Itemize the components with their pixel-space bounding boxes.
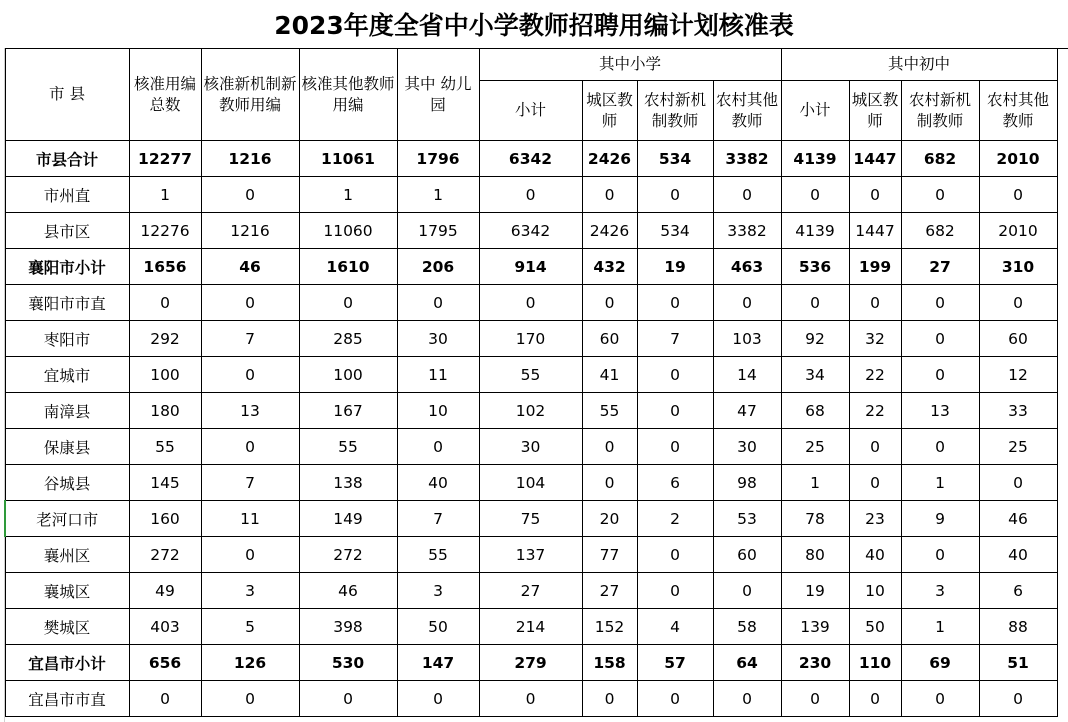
data-cell[interactable]: 22 bbox=[849, 393, 901, 429]
data-cell[interactable]: 0 bbox=[397, 285, 479, 321]
data-cell[interactable]: 656 bbox=[129, 645, 201, 681]
table-body bbox=[5, 141, 1057, 717]
data-cell[interactable]: 137 bbox=[479, 537, 582, 573]
data-cell[interactable]: 27 bbox=[479, 573, 582, 609]
data-cell[interactable]: 7 bbox=[201, 465, 299, 501]
data-cell[interactable]: 0 bbox=[201, 357, 299, 393]
data-table bbox=[4, 48, 1058, 717]
data-cell[interactable]: 3382 bbox=[713, 213, 781, 249]
table-row bbox=[5, 357, 1057, 393]
data-cell[interactable]: 10 bbox=[849, 573, 901, 609]
data-cell[interactable]: 0 bbox=[637, 285, 713, 321]
data-cell[interactable]: 103 bbox=[713, 321, 781, 357]
data-cell[interactable]: 0 bbox=[582, 285, 637, 321]
header-kindergarten[interactable]: 其中 幼儿园 bbox=[397, 49, 479, 141]
data-cell[interactable]: 1216 bbox=[201, 141, 299, 177]
data-cell[interactable]: 0 bbox=[901, 321, 979, 357]
data-cell[interactable]: 20 bbox=[582, 501, 637, 537]
data-cell[interactable]: 51 bbox=[979, 645, 1057, 681]
data-cell[interactable]: 46 bbox=[201, 249, 299, 285]
data-cell[interactable]: 58 bbox=[713, 609, 781, 645]
data-cell[interactable]: 152 bbox=[582, 609, 637, 645]
table-row bbox=[5, 465, 1057, 501]
data-cell[interactable]: 69 bbox=[901, 645, 979, 681]
data-cell[interactable]: 0 bbox=[713, 285, 781, 321]
data-cell[interactable]: 279 bbox=[479, 645, 582, 681]
data-cell[interactable]: 34 bbox=[781, 357, 849, 393]
data-cell[interactable]: 55 bbox=[129, 429, 201, 465]
row-name-cell[interactable]: 县市区 bbox=[5, 213, 129, 249]
data-cell[interactable]: 14 bbox=[713, 357, 781, 393]
data-cell[interactable]: 0 bbox=[781, 177, 849, 213]
row-name-cell[interactable]: 保康县 bbox=[5, 429, 129, 465]
data-cell[interactable]: 170 bbox=[479, 321, 582, 357]
table-row bbox=[5, 645, 1057, 681]
data-cell[interactable]: 40 bbox=[849, 537, 901, 573]
row-name-cell[interactable]: 宜昌市市直 bbox=[5, 681, 129, 717]
data-cell[interactable]: 23 bbox=[849, 501, 901, 537]
data-cell[interactable]: 0 bbox=[582, 681, 637, 717]
data-cell[interactable]: 0 bbox=[901, 285, 979, 321]
data-cell[interactable]: 1656 bbox=[129, 249, 201, 285]
data-cell[interactable]: 50 bbox=[397, 609, 479, 645]
data-cell[interactable]: 6342 bbox=[479, 213, 582, 249]
data-cell[interactable]: 139 bbox=[781, 609, 849, 645]
data-cell[interactable]: 0 bbox=[637, 681, 713, 717]
data-cell[interactable]: 0 bbox=[582, 465, 637, 501]
data-cell[interactable]: 536 bbox=[781, 249, 849, 285]
data-cell[interactable]: 88 bbox=[979, 609, 1057, 645]
data-cell[interactable]: 30 bbox=[479, 429, 582, 465]
data-cell[interactable]: 80 bbox=[781, 537, 849, 573]
data-cell[interactable]: 11060 bbox=[299, 213, 397, 249]
data-cell[interactable]: 11061 bbox=[299, 141, 397, 177]
data-cell[interactable]: 0 bbox=[479, 285, 582, 321]
data-cell[interactable]: 2010 bbox=[979, 213, 1057, 249]
data-cell[interactable]: 126 bbox=[201, 645, 299, 681]
data-cell[interactable]: 0 bbox=[849, 429, 901, 465]
data-cell[interactable]: 27 bbox=[901, 249, 979, 285]
data-cell[interactable]: 4139 bbox=[781, 213, 849, 249]
data-cell[interactable]: 0 bbox=[713, 573, 781, 609]
data-cell[interactable]: 0 bbox=[979, 465, 1057, 501]
data-cell[interactable]: 0 bbox=[201, 177, 299, 213]
data-cell[interactable]: 160 bbox=[129, 501, 201, 537]
data-cell[interactable]: 11 bbox=[201, 501, 299, 537]
header-primary-group[interactable]: 其中小学 bbox=[479, 49, 781, 81]
data-cell[interactable]: 0 bbox=[637, 393, 713, 429]
data-cell[interactable]: 432 bbox=[582, 249, 637, 285]
data-cell[interactable]: 1610 bbox=[299, 249, 397, 285]
table-row bbox=[5, 393, 1057, 429]
data-cell[interactable]: 0 bbox=[901, 357, 979, 393]
data-cell[interactable]: 914 bbox=[479, 249, 582, 285]
data-cell[interactable]: 0 bbox=[129, 285, 201, 321]
data-cell[interactable]: 0 bbox=[582, 429, 637, 465]
data-cell[interactable]: 53 bbox=[713, 501, 781, 537]
data-cell[interactable]: 0 bbox=[299, 681, 397, 717]
data-cell[interactable]: 0 bbox=[201, 429, 299, 465]
data-cell[interactable]: 138 bbox=[299, 465, 397, 501]
data-cell[interactable]: 0 bbox=[979, 285, 1057, 321]
row-name-cell[interactable]: 樊城区 bbox=[5, 609, 129, 645]
header-primary-urban[interactable]: 城区教师 bbox=[582, 81, 637, 141]
row-name-cell[interactable]: 宜城市 bbox=[5, 357, 129, 393]
data-cell[interactable]: 55 bbox=[299, 429, 397, 465]
data-cell[interactable]: 1447 bbox=[849, 141, 901, 177]
row-name-cell[interactable]: 襄阳市市直 bbox=[5, 285, 129, 321]
data-cell[interactable]: 1 bbox=[781, 465, 849, 501]
data-cell[interactable]: 0 bbox=[201, 681, 299, 717]
data-cell[interactable]: 102 bbox=[479, 393, 582, 429]
data-cell[interactable]: 64 bbox=[713, 645, 781, 681]
data-cell[interactable]: 0 bbox=[713, 177, 781, 213]
table-row bbox=[5, 573, 1057, 609]
table-row bbox=[5, 213, 1057, 249]
header-primary-subtotal[interactable]: 小计 bbox=[479, 81, 582, 141]
data-cell[interactable]: 19 bbox=[781, 573, 849, 609]
data-cell[interactable]: 49 bbox=[129, 573, 201, 609]
header-primary-rural-other[interactable]: 农村其他教师 bbox=[713, 81, 781, 141]
header-junior-subtotal[interactable]: 小计 bbox=[781, 81, 849, 141]
data-cell[interactable]: 0 bbox=[201, 537, 299, 573]
data-cell[interactable]: 2426 bbox=[582, 213, 637, 249]
row-name-cell[interactable]: 市州直 bbox=[5, 177, 129, 213]
data-cell[interactable]: 12 bbox=[979, 357, 1057, 393]
table-row bbox=[5, 321, 1057, 357]
data-cell[interactable]: 40 bbox=[397, 465, 479, 501]
table-row bbox=[5, 177, 1057, 213]
data-cell[interactable]: 272 bbox=[129, 537, 201, 573]
data-cell[interactable]: 0 bbox=[979, 681, 1057, 717]
data-cell[interactable]: 0 bbox=[849, 177, 901, 213]
data-cell[interactable]: 158 bbox=[582, 645, 637, 681]
data-cell[interactable]: 0 bbox=[397, 429, 479, 465]
data-cell[interactable]: 13 bbox=[901, 393, 979, 429]
data-cell[interactable]: 92 bbox=[781, 321, 849, 357]
data-cell[interactable]: 60 bbox=[582, 321, 637, 357]
row-name-cell[interactable]: 南漳县 bbox=[5, 393, 129, 429]
data-cell[interactable]: 145 bbox=[129, 465, 201, 501]
data-cell[interactable]: 1447 bbox=[849, 213, 901, 249]
data-cell[interactable]: 0 bbox=[637, 573, 713, 609]
data-cell[interactable]: 55 bbox=[582, 393, 637, 429]
data-cell[interactable]: 2426 bbox=[582, 141, 637, 177]
data-cell[interactable]: 0 bbox=[129, 681, 201, 717]
data-cell[interactable]: 5 bbox=[201, 609, 299, 645]
data-cell[interactable]: 100 bbox=[129, 357, 201, 393]
data-cell[interactable]: 6 bbox=[637, 465, 713, 501]
table-row bbox=[5, 249, 1057, 285]
data-cell[interactable]: 292 bbox=[129, 321, 201, 357]
data-cell[interactable]: 3 bbox=[397, 573, 479, 609]
data-cell[interactable]: 104 bbox=[479, 465, 582, 501]
data-cell[interactable]: 530 bbox=[299, 645, 397, 681]
data-cell[interactable]: 0 bbox=[637, 537, 713, 573]
row-name-cell[interactable]: 襄州区 bbox=[5, 537, 129, 573]
data-cell[interactable]: 46 bbox=[299, 573, 397, 609]
data-cell[interactable]: 9 bbox=[901, 501, 979, 537]
data-cell[interactable]: 1 bbox=[299, 177, 397, 213]
data-cell[interactable]: 534 bbox=[637, 141, 713, 177]
header-total[interactable]: 核准用编总数 bbox=[129, 49, 201, 141]
data-cell[interactable]: 19 bbox=[637, 249, 713, 285]
data-cell[interactable]: 0 bbox=[299, 285, 397, 321]
data-cell[interactable]: 403 bbox=[129, 609, 201, 645]
data-cell[interactable]: 2010 bbox=[979, 141, 1057, 177]
data-cell[interactable]: 98 bbox=[713, 465, 781, 501]
data-cell[interactable]: 285 bbox=[299, 321, 397, 357]
data-cell[interactable]: 3382 bbox=[713, 141, 781, 177]
data-cell[interactable]: 0 bbox=[582, 177, 637, 213]
data-cell[interactable]: 1796 bbox=[397, 141, 479, 177]
data-cell[interactable]: 0 bbox=[781, 681, 849, 717]
data-cell[interactable]: 4 bbox=[637, 609, 713, 645]
data-cell[interactable]: 27 bbox=[582, 573, 637, 609]
data-cell[interactable]: 0 bbox=[849, 285, 901, 321]
data-cell[interactable]: 1 bbox=[901, 465, 979, 501]
data-cell[interactable]: 75 bbox=[479, 501, 582, 537]
data-cell[interactable]: 47 bbox=[713, 393, 781, 429]
data-cell[interactable]: 3 bbox=[201, 573, 299, 609]
data-cell[interactable]: 0 bbox=[479, 681, 582, 717]
table-row bbox=[5, 141, 1057, 177]
header-junior-rural-other[interactable]: 农村其他教师 bbox=[979, 81, 1057, 141]
header-other-teachers[interactable]: 核准其他教师用编 bbox=[299, 49, 397, 141]
data-cell[interactable]: 0 bbox=[201, 285, 299, 321]
data-cell[interactable]: 0 bbox=[901, 537, 979, 573]
data-cell[interactable]: 0 bbox=[479, 177, 582, 213]
data-cell[interactable]: 11 bbox=[397, 357, 479, 393]
data-cell[interactable]: 7 bbox=[397, 501, 479, 537]
header-junior-rural-new[interactable]: 农村新机制教师 bbox=[901, 81, 979, 141]
row-name-cell[interactable]: 谷城县 bbox=[5, 465, 129, 501]
data-cell[interactable]: 55 bbox=[397, 537, 479, 573]
data-cell[interactable]: 2 bbox=[637, 501, 713, 537]
data-cell[interactable]: 180 bbox=[129, 393, 201, 429]
data-cell[interactable]: 167 bbox=[299, 393, 397, 429]
data-cell[interactable]: 0 bbox=[637, 357, 713, 393]
data-cell[interactable]: 463 bbox=[713, 249, 781, 285]
table-row bbox=[5, 285, 1057, 321]
header-primary-rural-new[interactable]: 农村新机制教师 bbox=[637, 81, 713, 141]
data-cell[interactable]: 60 bbox=[979, 321, 1057, 357]
data-cell[interactable]: 0 bbox=[713, 681, 781, 717]
data-cell[interactable]: 0 bbox=[901, 429, 979, 465]
data-cell[interactable]: 22 bbox=[849, 357, 901, 393]
data-cell[interactable]: 147 bbox=[397, 645, 479, 681]
data-cell[interactable]: 0 bbox=[781, 285, 849, 321]
data-cell[interactable]: 25 bbox=[979, 429, 1057, 465]
data-cell[interactable]: 310 bbox=[979, 249, 1057, 285]
data-cell[interactable]: 534 bbox=[637, 213, 713, 249]
data-cell[interactable]: 78 bbox=[781, 501, 849, 537]
row-name-cell[interactable]: 襄城区 bbox=[5, 573, 129, 609]
data-cell[interactable]: 4139 bbox=[781, 141, 849, 177]
row-name-cell[interactable]: 宜昌市小计 bbox=[5, 645, 129, 681]
data-cell[interactable]: 57 bbox=[637, 645, 713, 681]
data-cell[interactable]: 40 bbox=[979, 537, 1057, 573]
header-junior-group[interactable]: 其中初中 bbox=[781, 49, 1057, 81]
data-cell[interactable]: 100 bbox=[299, 357, 397, 393]
data-cell[interactable]: 7 bbox=[201, 321, 299, 357]
data-cell[interactable]: 0 bbox=[397, 681, 479, 717]
data-cell[interactable]: 12277 bbox=[129, 141, 201, 177]
data-cell[interactable]: 199 bbox=[849, 249, 901, 285]
data-cell[interactable]: 682 bbox=[901, 213, 979, 249]
header-county[interactable]: 市 县 bbox=[5, 49, 129, 141]
data-cell[interactable]: 110 bbox=[849, 645, 901, 681]
row-name-cell[interactable]: 襄阳市小计 bbox=[5, 249, 129, 285]
data-cell[interactable]: 6342 bbox=[479, 141, 582, 177]
data-cell[interactable]: 30 bbox=[713, 429, 781, 465]
data-cell[interactable]: 41 bbox=[582, 357, 637, 393]
data-cell[interactable]: 0 bbox=[637, 177, 713, 213]
data-cell[interactable]: 682 bbox=[901, 141, 979, 177]
header-new-mechanism[interactable]: 核准新机制新教师用编 bbox=[201, 49, 299, 141]
data-cell[interactable]: 55 bbox=[479, 357, 582, 393]
data-cell[interactable]: 77 bbox=[582, 537, 637, 573]
data-cell[interactable]: 0 bbox=[637, 429, 713, 465]
data-cell[interactable]: 68 bbox=[781, 393, 849, 429]
table-row bbox=[5, 609, 1057, 645]
data-cell[interactable]: 25 bbox=[781, 429, 849, 465]
table-row bbox=[5, 501, 1057, 537]
data-cell[interactable]: 0 bbox=[849, 465, 901, 501]
data-cell[interactable]: 0 bbox=[979, 177, 1057, 213]
data-cell[interactable]: 214 bbox=[479, 609, 582, 645]
data-cell[interactable]: 398 bbox=[299, 609, 397, 645]
data-cell[interactable]: 1216 bbox=[201, 213, 299, 249]
data-cell[interactable]: 50 bbox=[849, 609, 901, 645]
data-cell[interactable]: 1795 bbox=[397, 213, 479, 249]
table-row bbox=[5, 429, 1057, 465]
data-cell[interactable]: 12276 bbox=[129, 213, 201, 249]
data-cell[interactable]: 1 bbox=[129, 177, 201, 213]
data-cell[interactable]: 149 bbox=[299, 501, 397, 537]
data-cell[interactable]: 3 bbox=[901, 573, 979, 609]
table-row bbox=[5, 681, 1057, 717]
data-cell[interactable]: 1 bbox=[397, 177, 479, 213]
row-name-cell[interactable]: 枣阳市 bbox=[5, 321, 129, 357]
data-cell[interactable]: 33 bbox=[979, 393, 1057, 429]
data-cell[interactable]: 46 bbox=[979, 501, 1057, 537]
data-cell[interactable]: 0 bbox=[901, 681, 979, 717]
data-cell[interactable]: 272 bbox=[299, 537, 397, 573]
data-cell[interactable]: 10 bbox=[397, 393, 479, 429]
header-junior-urban[interactable]: 城区教师 bbox=[849, 81, 901, 141]
data-cell[interactable]: 7 bbox=[637, 321, 713, 357]
data-cell[interactable]: 32 bbox=[849, 321, 901, 357]
data-cell[interactable]: 13 bbox=[201, 393, 299, 429]
sheet-title: 2023年度全省中小学教师招聘用编计划核准表 bbox=[0, 0, 1068, 49]
data-cell[interactable]: 30 bbox=[397, 321, 479, 357]
data-cell[interactable]: 0 bbox=[849, 681, 901, 717]
data-cell[interactable]: 60 bbox=[713, 537, 781, 573]
data-cell[interactable]: 0 bbox=[901, 177, 979, 213]
data-cell[interactable]: 206 bbox=[397, 249, 479, 285]
data-cell[interactable]: 1 bbox=[901, 609, 979, 645]
data-cell[interactable]: 6 bbox=[979, 573, 1057, 609]
row-name-cell[interactable]: 市县合计 bbox=[5, 141, 129, 177]
row-name-cell[interactable]: 老河口市 bbox=[5, 501, 129, 537]
data-cell[interactable]: 230 bbox=[781, 645, 849, 681]
table-row bbox=[5, 537, 1057, 573]
